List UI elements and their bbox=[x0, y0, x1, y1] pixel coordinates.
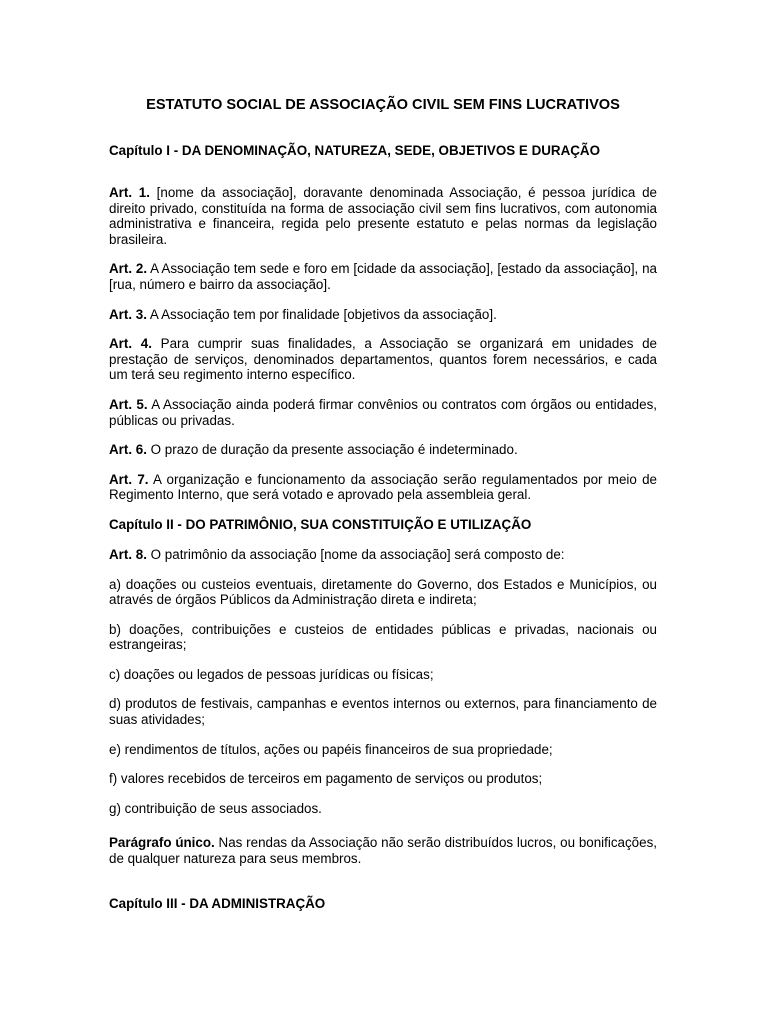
item-a: a) doações ou custeios eventuais, diretamente do Governo, dos Estados e Municípios, ou através de órgãos Públicos da Administração direta e indireta; bbox=[109, 576, 657, 608]
chapter-2-heading: Capítulo II - DO PATRIMÔNIO, SUA CONSTITUIÇÃO E UTILIZAÇÃO bbox=[109, 516, 532, 532]
article-1-label: Art. 1. bbox=[109, 185, 150, 200]
item-d: d) produtos de festivais, campanhas e eventos internos ou externos, para financiamento de suas atividades; bbox=[109, 696, 657, 728]
item-f: f) valores recebidos de terceiros em pagamento de serviços ou produtos; bbox=[109, 771, 543, 787]
article-6 bbox=[109, 442, 657, 458]
item-b: b) doações, contribuições e custeios de entidades públicas e privadas, nacionais ou estrangeiras; bbox=[109, 621, 657, 653]
article-7-label: Art. 7. bbox=[109, 471, 149, 487]
chapter-3-heading: Capítulo III - DA ADMINISTRAÇÃO bbox=[109, 895, 326, 911]
article-5-text: A Associação ainda poderá firmar convênios ou contratos com órgãos ou entidades, públicas ou privadas. bbox=[109, 396, 657, 428]
article-1 bbox=[109, 185, 657, 247]
paragrafo-unico-label: Parágrafo único. bbox=[109, 835, 215, 851]
chapter-1-heading: Capítulo I - DA DENOMINAÇÃO, NATUREZA, SEDE, OBJETIVOS E DURAÇÃO bbox=[109, 143, 601, 158]
item-c: c) doações ou legados de pessoas jurídicas ou físicas; bbox=[109, 666, 434, 682]
paragrafo-unico bbox=[109, 835, 657, 866]
document-page bbox=[109, 97, 657, 912]
article-3-text: A Associação tem por finalidade [objetivos da associação]. bbox=[146, 306, 497, 322]
article-7 bbox=[109, 472, 657, 503]
article-3 bbox=[109, 307, 657, 323]
article-2-text: A Associação tem sede e foro em [cidade da associação], [estado da associação], na [rua, número e bairro da associação]. bbox=[109, 261, 657, 292]
article-2-label: Art. 2. bbox=[109, 261, 148, 277]
article-3-label: Art. 3. bbox=[109, 306, 147, 322]
article-1-text: [nome da associação], doravante denominada Associação, é pessoa jurídica de direito privado, constituída na forma de associação civil sem fins lucrativos, com autonomia administrativa e financeira, regida pelo presente estatuto e pelas normas da legislação brasileira. bbox=[109, 185, 657, 247]
article-8-text: O patrimônio da associação [nome da associação] será composto de: bbox=[146, 546, 565, 562]
article-7-text: A organização e funcionamento da associação serão regulamentados por meio de Regimento Interno, que será votado e aprovado pela assembleia geral. bbox=[109, 471, 657, 503]
document-title: ESTATUTO SOCIAL DE ASSOCIAÇÃO CIVIL SEM FINS LUCRATIVOS bbox=[146, 97, 620, 113]
article-5-label: Art. 5. bbox=[109, 396, 148, 412]
item-e: e) rendimentos de títulos, ações ou papéis financeiros de sua propriedade; bbox=[109, 741, 553, 757]
article-6-label: Art. 6. bbox=[109, 442, 147, 458]
paragrafo-unico-text: Nas rendas da Associação não serão distribuídos lucros, ou bonificações, de qualquer natureza para seus membros. bbox=[109, 835, 657, 867]
article-6-text: O prazo de duração da presente associação é indeterminado. bbox=[146, 442, 518, 458]
article-2 bbox=[109, 261, 657, 292]
article-5 bbox=[109, 397, 657, 428]
article-4-text: Para cumprir suas finalidades, a Associação se organizará em unidades de prestação de serviços, denominados departamentos, quantos forem necessários, e cada um terá seu regimento interno específico. bbox=[109, 336, 658, 383]
article-8 bbox=[109, 547, 657, 563]
article-4 bbox=[109, 336, 657, 383]
article-4-label: Art. 4. bbox=[109, 336, 152, 352]
article-8-label: Art. 8. bbox=[109, 546, 147, 562]
item-g: g) contribuição de seus associados. bbox=[109, 800, 322, 816]
